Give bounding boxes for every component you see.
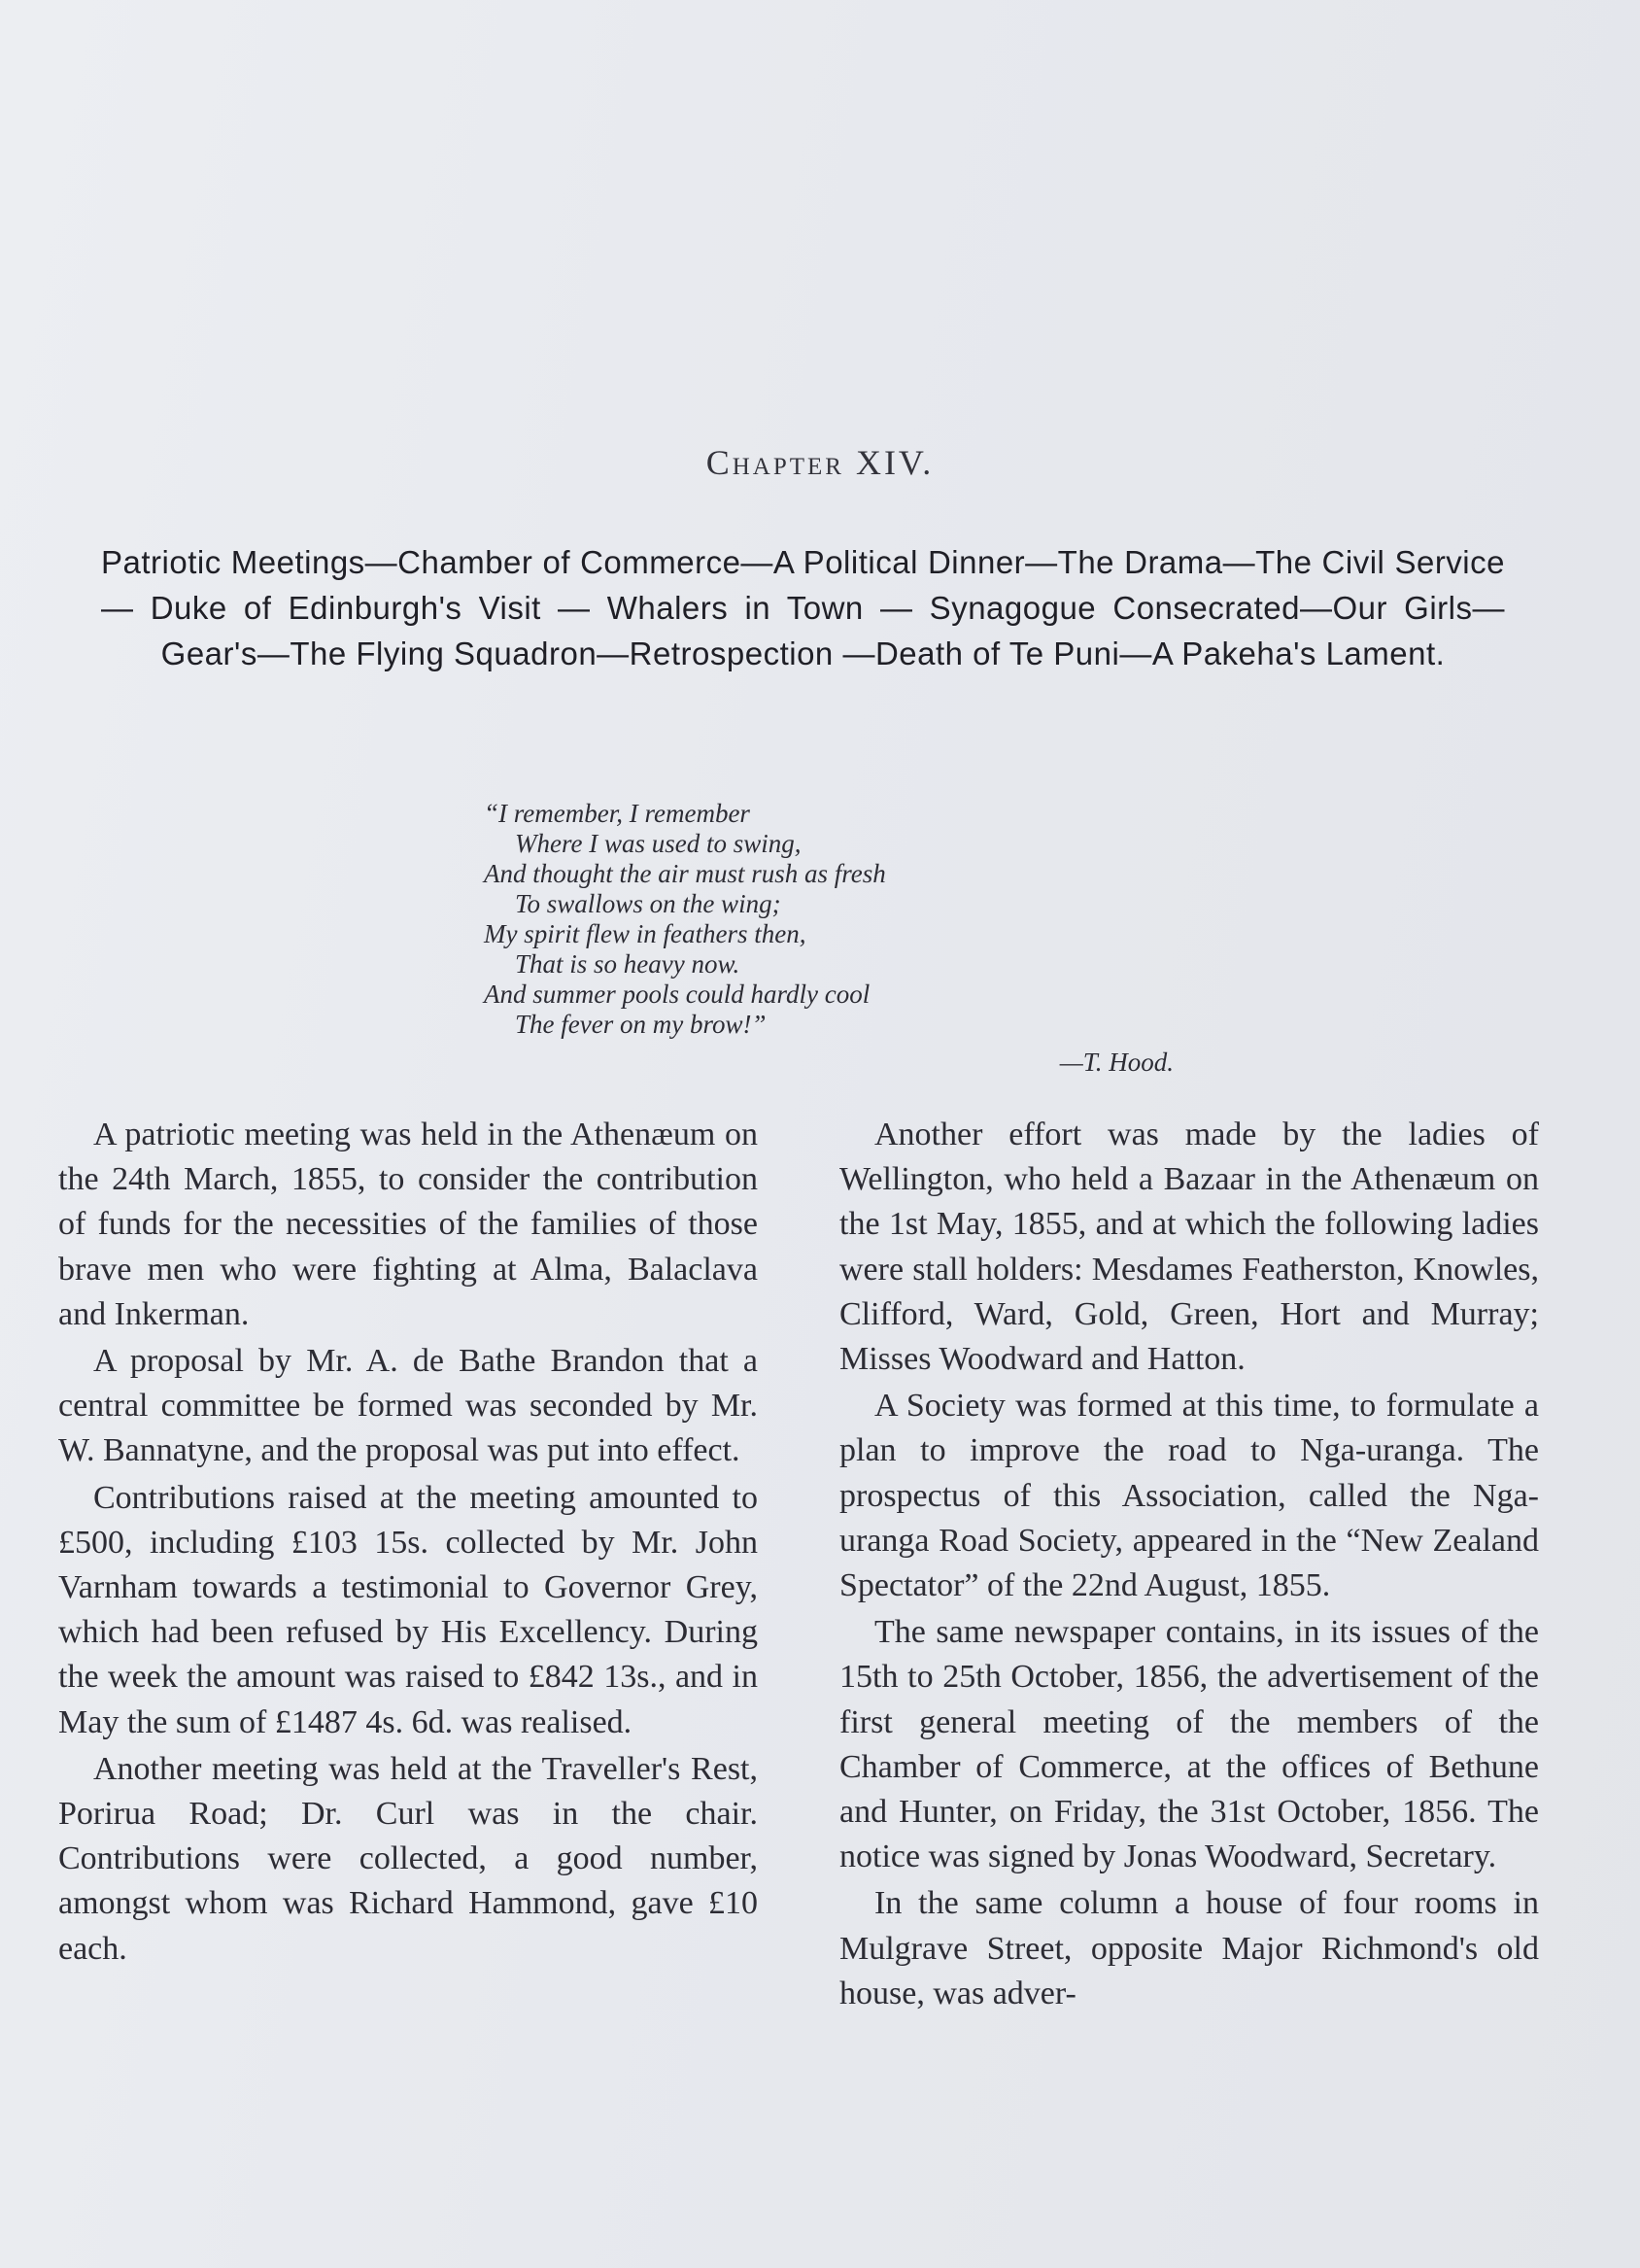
epigraph-poem — [484, 799, 1203, 1078]
poem-line: Where I was used to swing, — [515, 829, 802, 858]
chapter-summary: Patriotic Meetings—Chamber of Commerce—A Political Dinner—The Drama—The Civil Service — Duke of Edinburgh's Visit — Whalers in Town — Synagogue Consecrated—Our Girls—Gear's—The Flying Squadron—Retrospection —Death of Te Puni—A Pakeha's Lament. — [101, 544, 1505, 671]
poem-line: To swallows on the wing; — [515, 889, 781, 918]
poem-line: That is so heavy now. — [515, 949, 740, 979]
paragraph: In the same column a house of four rooms in Mulgrave Street, opposite Major Richmond's old house, was adver- — [839, 1885, 1539, 2011]
paragraph: A Society was formed at this time, to formulate a plan to improve the road to Nga-uranga. The prospectus of this Association, called the Nga-uranga Road Society, appeared in the “New Zealand Spectator” of the 22nd August, 1855. — [839, 1388, 1539, 1604]
chapter-heading: Chapter XIV. — [705, 443, 935, 482]
paragraph: A patriotic meeting was held in the Athenæum on the 24th March, 1855, to consider the contribution of funds for the necessities of the families of those brave men who were fighting at Alma, Balaclava and Inkerman. — [58, 1117, 758, 1332]
poem-line: My spirit flew in feathers then, — [484, 919, 806, 948]
paragraph: Contributions raised at the meeting amounted to £500, including £103 15s. collected by Mr. John Varnham towards a testimonial to Governor Grey, which had been refused by His Excellency. During the week the amount was raised to £842 13s., and in May the sum of £1487 4s. 6d. was realised. — [58, 1479, 758, 1740]
poem-line: “I remember, I remember — [484, 799, 750, 828]
right-column — [839, 1113, 1539, 2016]
left-column — [58, 1113, 758, 1972]
poem-line: And thought the air must rush as fresh — [484, 859, 886, 888]
poem-line: The fever on my brow!” — [515, 1010, 767, 1039]
paragraph: A proposal by Mr. A. de Bathe Brandon that a central committee be formed was seconded by Mr. W. Bannatyne, and the proposal was put into effect. — [58, 1343, 758, 1469]
paragraph: Another effort was made by the ladies of Wellington, who held a Bazaar in the Athenæum on the 1st May, 1855, and at which the following ladies were stall holders: Mesdames Featherston, Knowles, Clifford, Ward, Gold, Green, Hort and Murray; Misses Woodward and Hatton. — [839, 1117, 1539, 1378]
paragraph: Another meeting was held at the Traveller's Rest, Porirua Road; Dr. Curl was in the chair. Contributions were collected, a good number, amongst whom was Richard Hammond, gave £10 each. — [58, 1750, 758, 1967]
poem-line: And summer pools could hardly cool — [484, 979, 871, 1009]
paragraph: The same newspaper contains, in its issues of the 15th to 25th October, 1856, the advertisement of the first general meeting of the members of the Chamber of Commerce, at the offices of Bethune and Hunter, on Friday, the 31st October, 1856. The notice was signed by Jonas Woodward, Secretary. — [839, 1614, 1539, 1875]
poem-attribution: —T. Hood. — [1059, 1048, 1174, 1077]
